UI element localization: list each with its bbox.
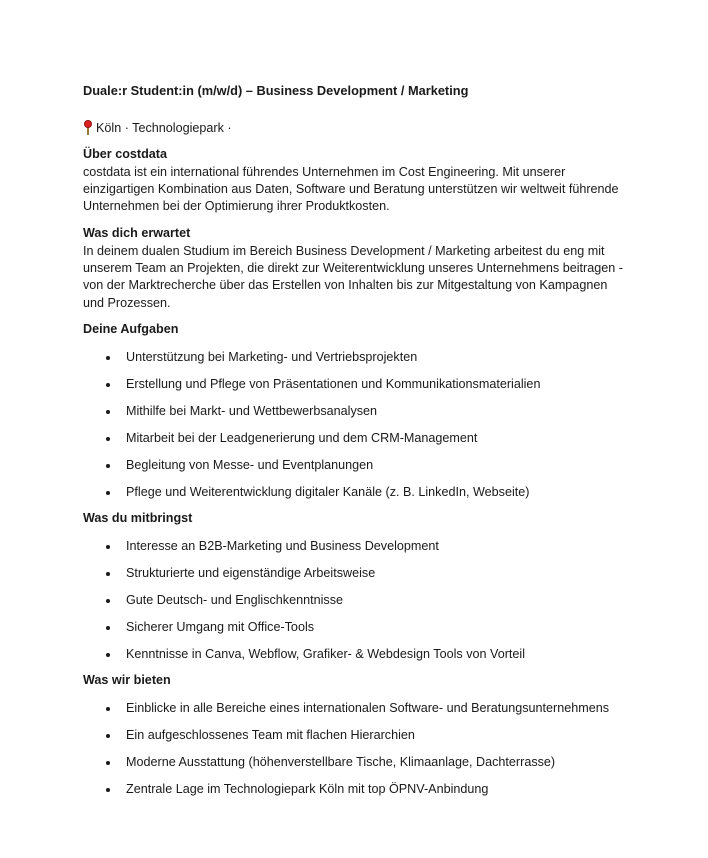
list-item: Moderne Ausstattung (höhenverstellbare Tische, Klimaanlage, Dachterrasse) <box>103 754 609 781</box>
list-item: Zentrale Lage im Technologiepark Köln mit top ÖPNV-Anbindung <box>103 781 609 808</box>
list-item: Einblicke in alle Bereiche eines internationalen Software- und Beratungsunternehmens <box>103 700 609 727</box>
bullet-icon <box>106 464 110 468</box>
about-line: costdata ist ein international führendes Unternehmen im Cost Engineering. Mit unserer <box>83 165 566 179</box>
bullet-icon <box>106 572 110 576</box>
list-item: Strukturierte und eigenständige Arbeitsweise <box>103 565 525 592</box>
profile-list <box>103 538 525 673</box>
list-item: Begleitung von Messe- und Eventplanungen <box>103 457 540 484</box>
list-item: Unterstützung bei Marketing- und Vertriebsprojekten <box>103 349 540 376</box>
bullet-icon <box>106 626 110 630</box>
list-item: Sicherer Umgang mit Office-Tools <box>103 619 525 646</box>
tasks-heading: Deine Aufgaben <box>83 322 179 336</box>
bullet-icon <box>106 491 110 495</box>
list-item: Gute Deutsch- und Englischkenntnisse <box>103 592 525 619</box>
profile-heading: Was du mitbringst <box>83 511 193 525</box>
bullet-icon <box>106 356 110 360</box>
about-heading: Über costdata <box>83 147 167 161</box>
bullet-icon <box>106 734 110 738</box>
location-line <box>83 120 232 135</box>
expect-line: unserem Team an Projekten, die direkt zur Weiterentwicklung unseres Unternehmens beitragen - <box>83 261 623 276</box>
expect-heading: Was dich erwartet <box>83 226 191 240</box>
expect-text <box>83 243 643 312</box>
offer-heading: Was wir bieten <box>83 673 171 687</box>
bullet-icon <box>106 410 110 414</box>
list-item: Pflege und Weiterentwicklung digitaler Kanäle (z. B. LinkedIn, Webseite) <box>103 484 540 511</box>
job-title: Duale:r Student:in (m/w/d) – Business Development / Marketing <box>83 83 469 98</box>
tasks-list <box>103 349 540 511</box>
list-item: Kenntnisse in Canva, Webflow, Grafiker- & Webdesign Tools von Vorteil <box>103 646 525 673</box>
bullet-icon <box>106 788 110 792</box>
about-line: einzigartigen Kombination aus Daten, Software und Beratung unterstützen wir weltweit führende <box>83 182 619 197</box>
expect-line: und Prozessen. <box>83 295 171 310</box>
list-item: Ein aufgeschlossenes Team mit flachen Hierarchien <box>103 727 609 754</box>
bullet-icon <box>106 599 110 603</box>
bullet-icon <box>106 383 110 387</box>
bullet-icon <box>106 437 110 441</box>
map-pin-icon <box>83 120 93 135</box>
about-text <box>83 164 643 216</box>
bullet-icon <box>106 707 110 711</box>
bullet-icon <box>106 761 110 765</box>
offer-list <box>103 700 609 808</box>
about-line: Unternehmen bei der Optimierung ihrer Produktkosten. <box>83 199 390 214</box>
list-item: Mitarbeit bei der Leadgenerierung und dem CRM-Management <box>103 430 540 457</box>
location-text: Köln · Technologiepark · <box>96 120 232 135</box>
bullet-icon <box>106 653 110 657</box>
list-item: Interesse an B2B-Marketing und Business Development <box>103 538 525 565</box>
list-item: Erstellung und Pflege von Präsentationen und Kommunikationsmaterialien <box>103 376 540 403</box>
list-item: Mithilfe bei Markt- und Wettbewerbsanalysen <box>103 403 540 430</box>
expect-line: von der Marktrecherche über das Erstellen von Inhalten bis zur Mitgestaltung von Kampagnen <box>83 278 608 293</box>
bullet-icon <box>106 545 110 549</box>
expect-line: In deinem dualen Studium im Bereich Business Development / Marketing arbeitest du eng mit <box>83 244 605 258</box>
